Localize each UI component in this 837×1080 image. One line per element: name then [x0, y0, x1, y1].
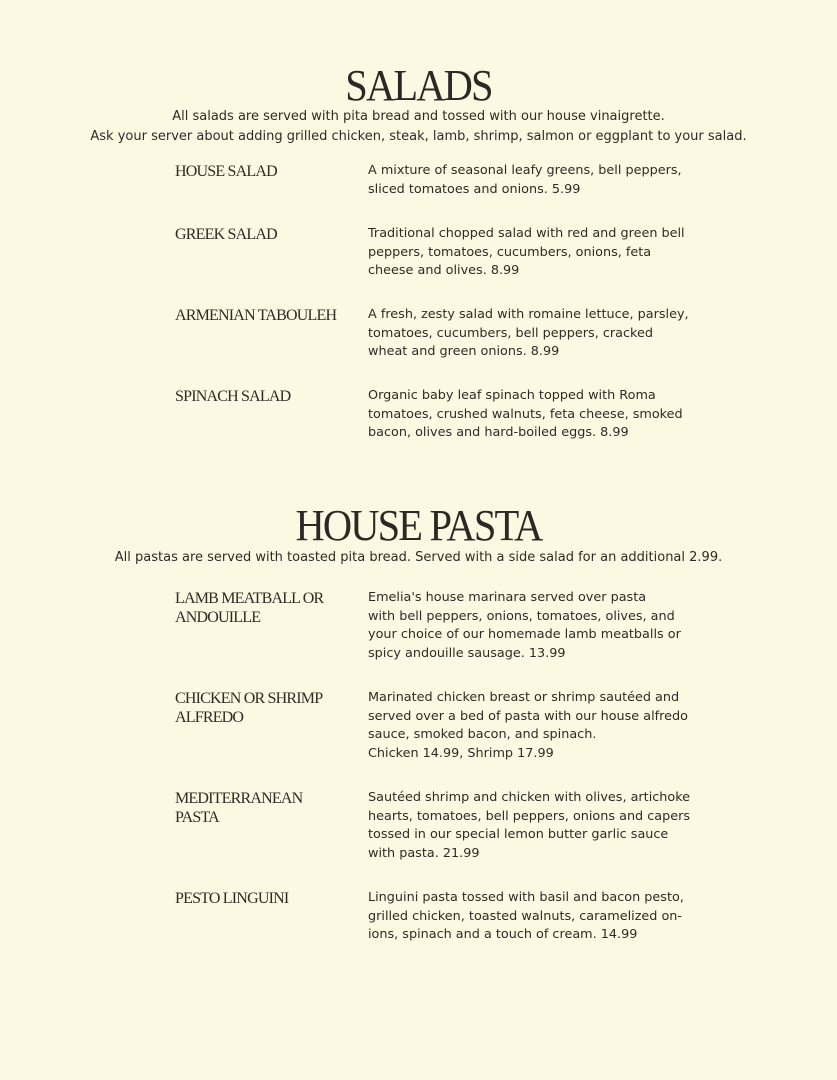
item-description: Sautéed shrimp and chicken with olives, artichoke hearts, tomatoes, bell peppers, onions and capers tossed in our special lemon butter garlic sauce with pasta. 21.99: [368, 790, 691, 861]
item-name: HOUSE SALAD: [175, 163, 277, 180]
salads-intro-line: Ask your server about adding grilled chicken, steak, lamb, shrimp, salmon or eggplant to your salad.: [90, 129, 747, 144]
item-description: Emelia's house marinara served over pasta with bell peppers, onions, tomatoes, olives, and your choice of our homemade lamb meatballs or spicy andouille sausage. 13.99: [368, 590, 681, 661]
salads-intro: [0, 107, 837, 147]
item-name: LAMB MEATBALL OR ANDOUILLE: [175, 590, 324, 626]
item-name: PESTO LINGUINI: [175, 890, 289, 907]
salads-title: SALADS: [345, 61, 492, 110]
item-name: SPINACH SALAD: [175, 388, 291, 405]
pasta-intro: All pastas are served with toasted pita bread. Served with a side salad for an additional 2.99.: [114, 550, 723, 565]
item-description: Marinated chicken breast or shrimp sautéed and served over a bed of pasta with our house alfredo sauce, smoked bacon, and spinach. Chicken 14.99, Shrimp 17.99: [368, 690, 688, 761]
item-description: Linguini pasta tossed with basil and bacon pesto, grilled chicken, toasted walnuts, caramelized on- ions, spinach and a touch of cream. 14.99: [368, 890, 684, 942]
item-name: CHICKEN OR SHRIMP ALFREDO: [175, 690, 322, 726]
item-description: Traditional chopped salad with red and green bell peppers, tomatoes, cucumbers, onions, feta cheese and olives. 8.99: [368, 226, 685, 278]
item-description: A fresh, zesty salad with romaine lettuce, parsley, tomatoes, cucumbers, bell peppers, cracked wheat and green onions. 8.99: [368, 307, 689, 359]
item-name: ARMENIAN TABOULEH: [175, 307, 337, 324]
pasta-title: HOUSE PASTA: [295, 501, 542, 550]
item-description: Organic baby leaf spinach topped with Roma tomatoes, crushed walnuts, feta cheese, smoked bacon, olives and hard-boiled eggs. 8.99: [368, 388, 683, 440]
item-description: A mixture of seasonal leafy greens, bell peppers, sliced tomatoes and onions. 5.99: [368, 163, 682, 197]
salads-intro-line: All salads are served with pita bread and tossed with our house vinaigrette.: [172, 109, 665, 124]
item-name: MEDITERRANEAN PASTA: [175, 790, 303, 826]
item-name: GREEK SALAD: [175, 226, 277, 243]
